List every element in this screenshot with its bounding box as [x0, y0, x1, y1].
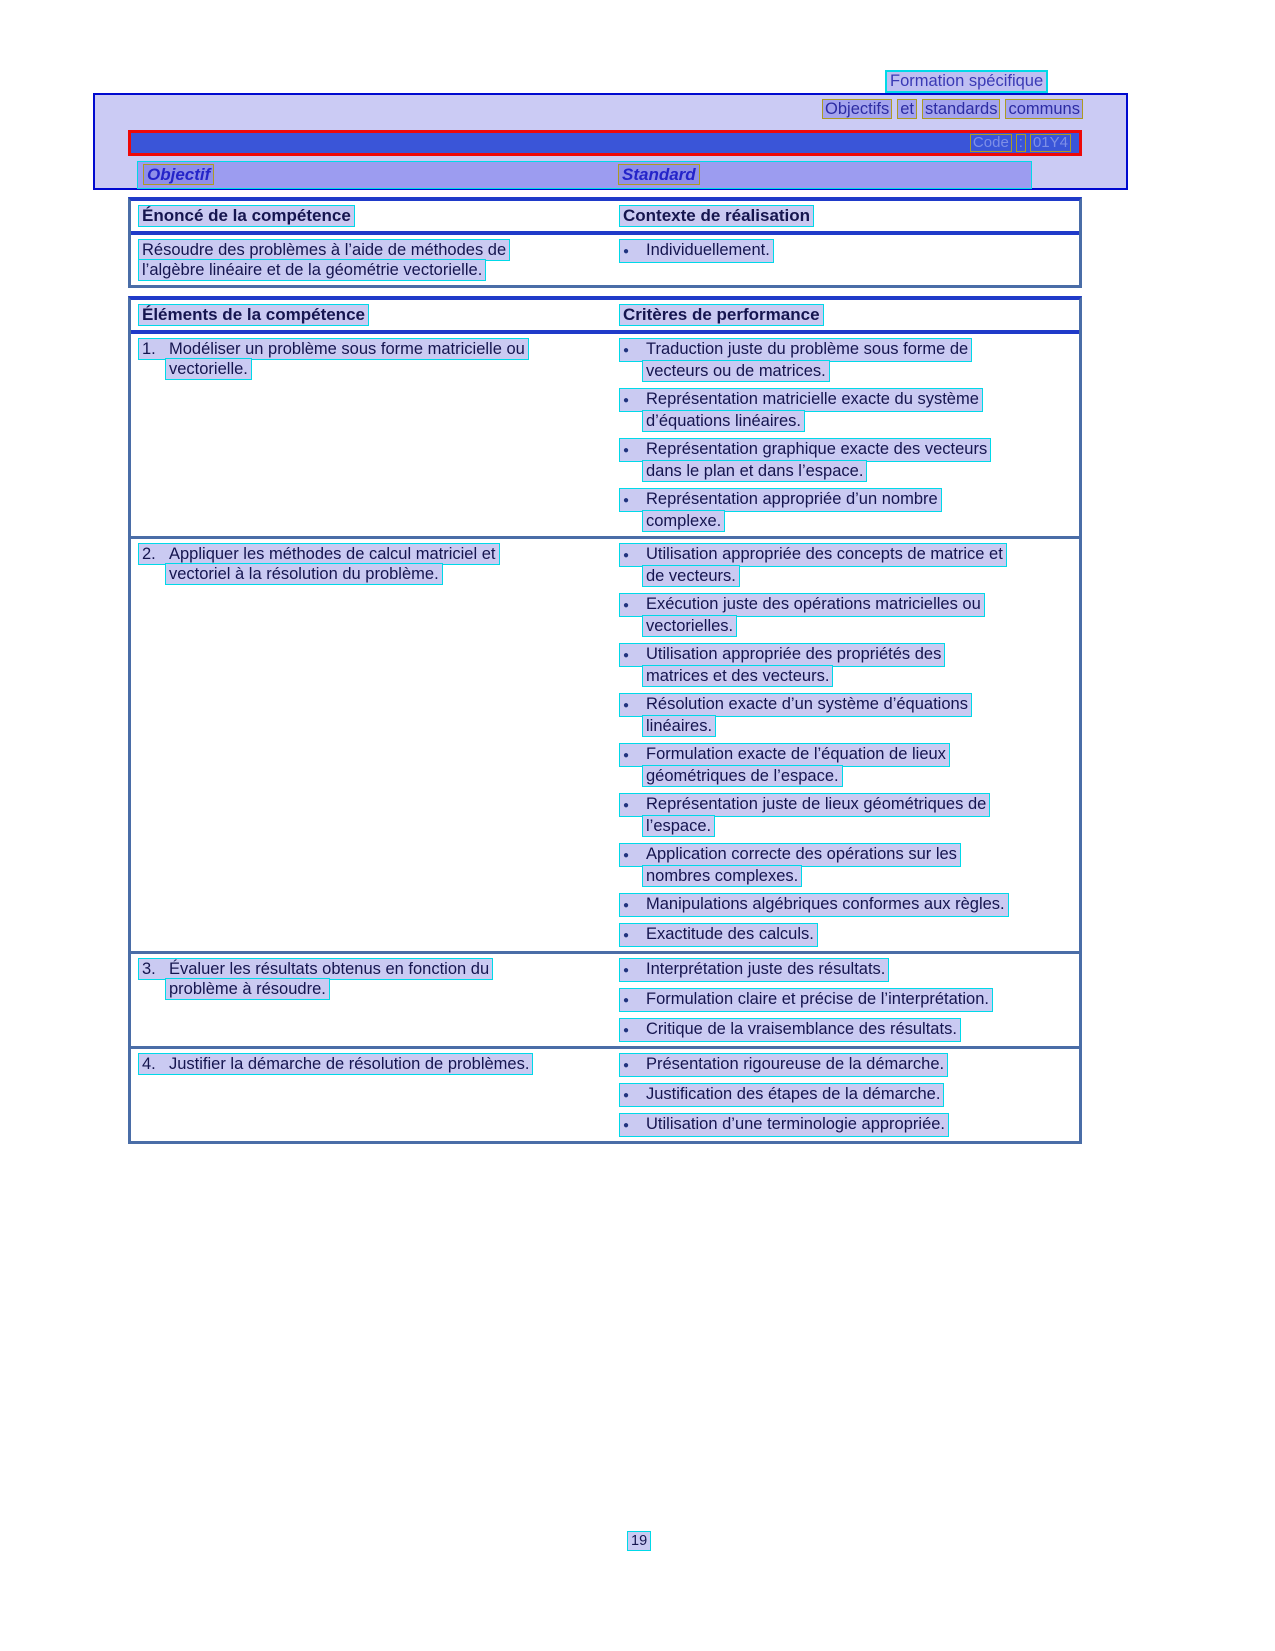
- criterion-bullet: [619, 693, 1079, 737]
- bullet-icon: ●: [623, 800, 630, 811]
- right-column-header: Critères de performance: [619, 304, 824, 326]
- criterion-bullet: [619, 338, 1079, 382]
- left-column-header: Éléments de la compétence: [138, 304, 369, 326]
- criterion-line: vectorielles.: [642, 615, 737, 637]
- criterion-line: ● Manipulations algébriques conformes aux règles.: [619, 893, 1009, 917]
- criterion-line: ● Interprétation juste des résultats.: [619, 958, 889, 982]
- criterion-bullet: [619, 988, 1079, 1012]
- objectif-label: Objectif: [143, 164, 214, 185]
- item-line: 3. Évaluer les résultats obtenus en fonction du: [138, 958, 493, 980]
- left-column-header: Énoncé de la compétence: [138, 205, 355, 227]
- table-row: [131, 951, 1079, 1046]
- objectif-standard-row: [137, 161, 1032, 189]
- formation-label-box: [885, 70, 1048, 93]
- bullet-icon: ●: [623, 750, 630, 761]
- bullet-icon: ●: [623, 495, 630, 506]
- table-row: [131, 536, 1079, 951]
- criterion-line: dans le plan et dans l’espace.: [642, 460, 867, 482]
- criterion-bullet: [619, 1053, 1079, 1077]
- criterion-bullet: [619, 843, 1079, 887]
- item-number: 4.: [142, 1055, 156, 1073]
- criterion-bullet: [619, 593, 1079, 637]
- criterion-line: ● Représentation juste de lieux géométriques de: [619, 793, 990, 817]
- criterion-bullet: [619, 488, 1079, 532]
- element-item: [138, 1053, 613, 1075]
- criterion-bullet: [619, 793, 1079, 837]
- criterion-line: ● Utilisation d’une terminologie appropriée.: [619, 1113, 949, 1137]
- bullet-icon: ●: [623, 850, 630, 861]
- criterion-line: ● Traduction juste du problème sous forme de: [619, 338, 972, 362]
- criterion-line: géométriques de l’espace.: [642, 765, 843, 787]
- item-number: 3.: [142, 960, 156, 978]
- table-row: [131, 235, 1079, 285]
- criterion-line: ● Représentation appropriée d’un nombre: [619, 488, 942, 512]
- item-line: 2. Appliquer les méthodes de calcul matriciel et: [138, 543, 500, 565]
- table-header-row: [131, 300, 1079, 334]
- criterion-bullet: [619, 643, 1079, 687]
- subtitle-word-3: standards: [922, 99, 1000, 119]
- criterion-line: ● Résolution exacte d’un système d’équations: [619, 693, 972, 717]
- criterion-line: complexe.: [642, 510, 725, 532]
- item-line: vectorielle.: [165, 358, 252, 380]
- page-number: 19: [627, 1531, 651, 1551]
- competence-table-2: [128, 296, 1082, 1144]
- code-word-2: :: [1016, 134, 1026, 152]
- item-line: problème à résoudre.: [165, 978, 330, 1000]
- criterion-bullet: [619, 1113, 1079, 1137]
- header-box: [93, 93, 1128, 190]
- table-row: [131, 334, 1079, 536]
- criterion-bullet: [619, 438, 1079, 482]
- bullet-icon: ●: [623, 995, 630, 1006]
- bullet-icon: ●: [623, 1120, 630, 1131]
- table-header-row: [131, 201, 1079, 235]
- competence-table-1: [128, 197, 1082, 288]
- item-number: 1.: [142, 340, 156, 358]
- subtitle-word-2: et: [897, 99, 917, 119]
- bullet-icon: ●: [623, 1025, 630, 1036]
- bullet-icon: ●: [623, 965, 630, 976]
- criterion-line: ● Formulation claire et précise de l’interprétation.: [619, 988, 993, 1012]
- page-number-box: [627, 1531, 651, 1551]
- right-column-header: Contexte de réalisation: [619, 205, 814, 227]
- element-item: [138, 543, 613, 585]
- header-subtitle: [817, 99, 1083, 119]
- bullet-icon: ●: [623, 550, 630, 561]
- criterion-bullet: [619, 388, 1079, 432]
- code-word-3: 01Y4: [1030, 134, 1071, 152]
- criterion-line: ● Représentation graphique exacte des vecteurs: [619, 438, 991, 462]
- criterion-bullet: [619, 958, 1079, 982]
- criterion-line: ● Application correcte des opérations sur les: [619, 843, 961, 867]
- criterion-bullet: [619, 923, 1079, 947]
- bullet-icon: ●: [623, 700, 630, 711]
- bullet-icon: ●: [623, 246, 630, 257]
- bullet-icon: ●: [623, 900, 630, 911]
- subtitle-word-1: Objectifs: [822, 99, 892, 119]
- criterion-line: ● Individuellement.: [619, 239, 774, 263]
- bullet-icon: ●: [623, 395, 630, 406]
- criterion-bullet: [619, 1083, 1079, 1107]
- bullet-icon: ●: [623, 930, 630, 941]
- criterion-bullet: [619, 543, 1079, 587]
- element-item: [138, 958, 613, 1000]
- criterion-line: ● Utilisation appropriée des propriétés des: [619, 643, 945, 667]
- item-line: Résoudre des problèmes à l’aide de méthodes de: [138, 239, 510, 261]
- criterion-line: ● Présentation rigoureuse de la démarche.: [619, 1053, 948, 1077]
- criterion-bullet: [619, 1018, 1079, 1042]
- standard-label: Standard: [618, 164, 700, 185]
- criterion-line: de vecteurs.: [642, 565, 740, 587]
- bullet-icon: ●: [623, 650, 630, 661]
- criterion-line: ● Exactitude des calculs.: [619, 923, 818, 947]
- criterion-line: ● Justification des étapes de la démarche.: [619, 1083, 944, 1107]
- item-number: 2.: [142, 545, 156, 563]
- code-word-1: Code: [970, 134, 1012, 152]
- criterion-line: ● Exécution juste des opérations matricielles ou: [619, 593, 985, 617]
- criterion-line: ● Critique de la vraisemblance des résultats.: [619, 1018, 961, 1042]
- bullet-icon: ●: [623, 1090, 630, 1101]
- code-bar: [128, 130, 1082, 156]
- criterion-line: d’équations linéaires.: [642, 410, 805, 432]
- formation-label: Formation spécifique: [885, 70, 1048, 93]
- criterion-line: linéaires.: [642, 715, 716, 737]
- bullet-icon: ●: [623, 445, 630, 456]
- criterion-line: l’espace.: [642, 815, 715, 837]
- item-line: 1. Modéliser un problème sous forme matricielle ou: [138, 338, 529, 360]
- item-line: vectoriel à la résolution du problème.: [165, 563, 443, 585]
- criterion-line: ● Représentation matricielle exacte du système: [619, 388, 983, 412]
- bullet-icon: ●: [623, 1060, 630, 1071]
- element-item: [138, 338, 613, 380]
- item-line: 4. Justifier la démarche de résolution de problèmes.: [138, 1053, 533, 1075]
- element-item: [138, 239, 613, 281]
- bullet-icon: ●: [623, 600, 630, 611]
- criterion-line: matrices et des vecteurs.: [642, 665, 833, 687]
- criterion-line: ● Utilisation appropriée des concepts de matrice et: [619, 543, 1007, 567]
- criterion-bullet: [619, 239, 1079, 263]
- table-row: [131, 1046, 1079, 1141]
- subtitle-word-4: communs: [1005, 99, 1083, 119]
- criterion-bullet: [619, 893, 1079, 917]
- item-line: l’algèbre linéaire et de la géométrie vectorielle.: [138, 259, 486, 281]
- criterion-line: vecteurs ou de matrices.: [642, 360, 830, 382]
- criterion-bullet: [619, 743, 1079, 787]
- bullet-icon: ●: [623, 345, 630, 356]
- criterion-line: ● Formulation exacte de l’équation de lieux: [619, 743, 950, 767]
- criterion-line: nombres complexes.: [642, 865, 802, 887]
